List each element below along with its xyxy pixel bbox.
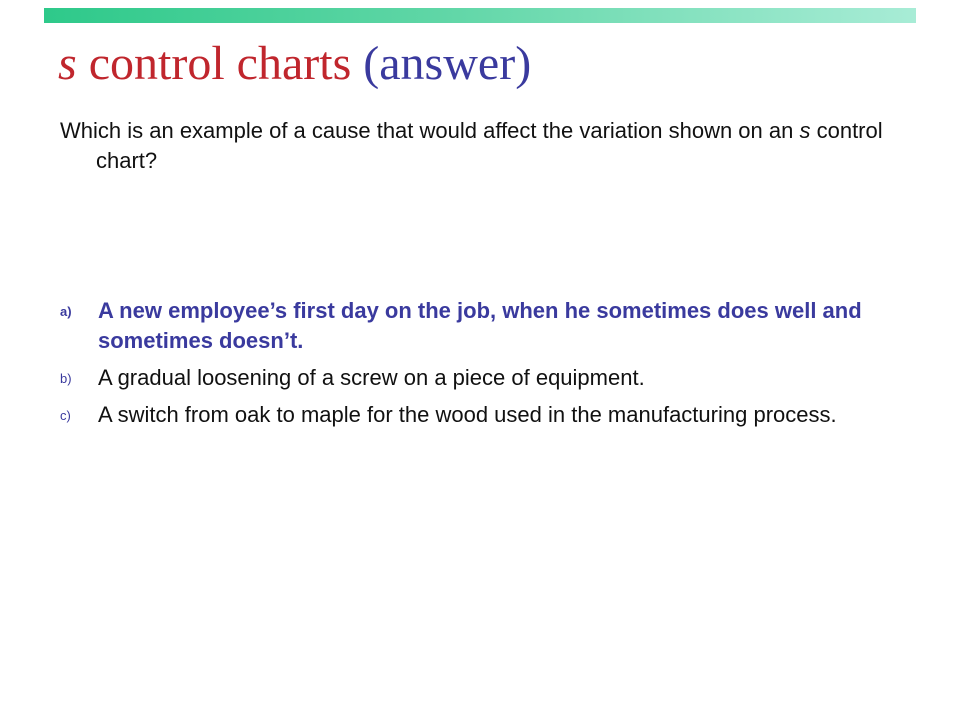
answer-options-list xyxy=(60,296,900,437)
option-letter: a) xyxy=(60,304,72,319)
option-a xyxy=(60,296,900,356)
header-accent-bar xyxy=(44,8,916,23)
slide-title xyxy=(58,36,531,92)
option-b xyxy=(60,363,900,393)
option-text: A gradual loosening of a screw on a piece of equipment. xyxy=(98,365,645,390)
option-letter: b) xyxy=(60,371,72,386)
question-after: control chart? xyxy=(96,118,883,173)
option-c xyxy=(60,400,900,430)
title-variable: s xyxy=(58,37,77,90)
question-before: Which is an example of a cause that would affect the variation shown on an xyxy=(60,118,800,143)
option-letter: c) xyxy=(60,408,71,423)
option-text: A switch from oak to maple for the wood used in the manufacturing process. xyxy=(98,402,837,427)
question-text xyxy=(60,116,936,176)
title-main-text: control charts xyxy=(76,37,364,90)
question-variable: s xyxy=(799,118,811,143)
title-answer-text: (answer) xyxy=(363,37,532,90)
option-text: A new employee’s first day on the job, when he sometimes does well and sometimes doesn’t. xyxy=(98,298,862,353)
